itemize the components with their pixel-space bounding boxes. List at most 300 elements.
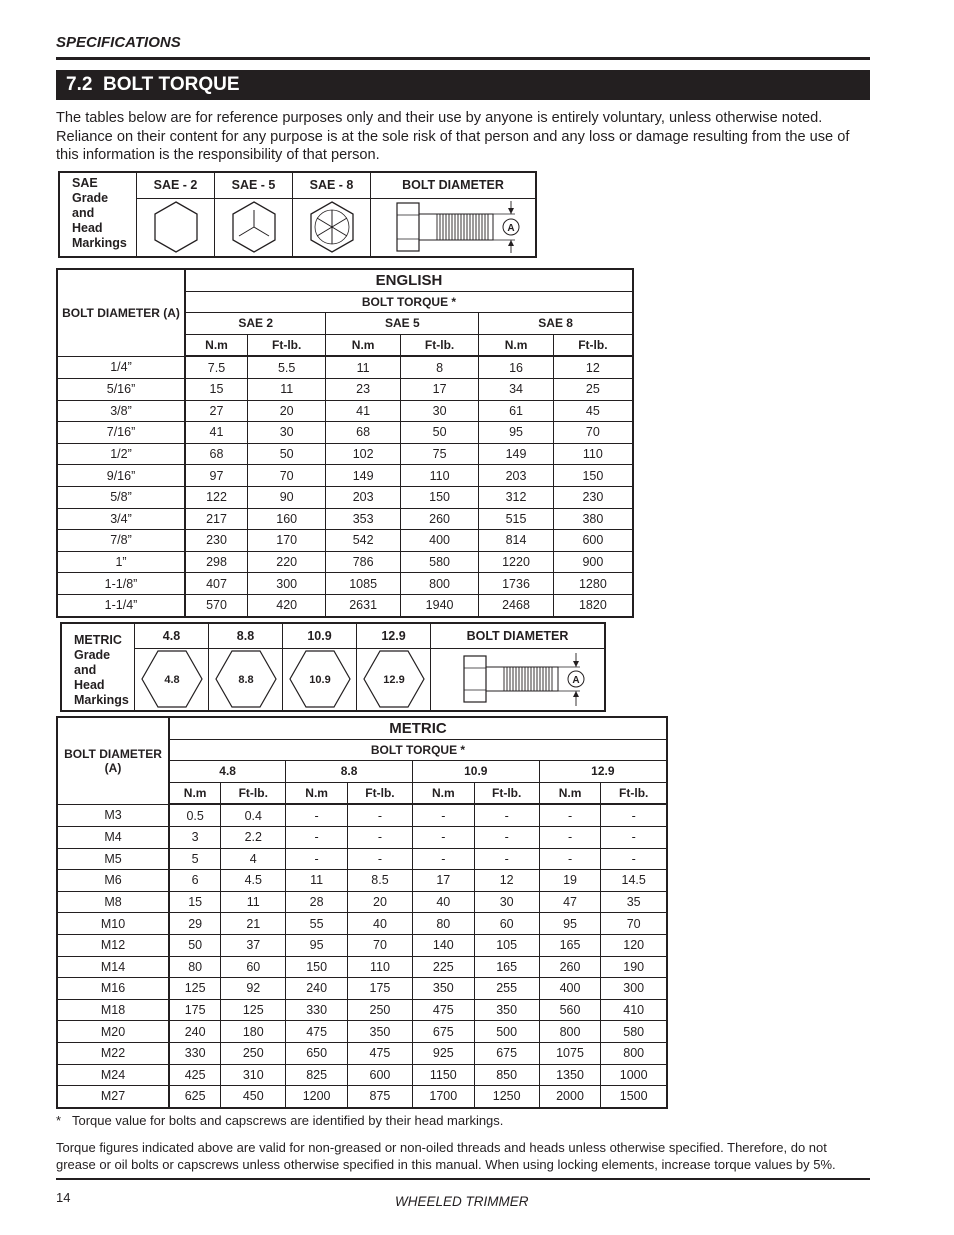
torque-value-cell: 8.5 bbox=[347, 870, 412, 892]
bolt-diameter-header: BOLT DIAMETER bbox=[431, 623, 606, 648]
table-row bbox=[57, 594, 633, 616]
torque-value-cell: 95 bbox=[286, 934, 348, 956]
torque-value-cell: 1220 bbox=[479, 551, 553, 573]
torque-value-cell: 110 bbox=[553, 443, 633, 465]
torque-value-cell: 122 bbox=[185, 486, 247, 508]
torque-value-cell: 11 bbox=[247, 378, 325, 400]
grade-header: SAE 8 bbox=[479, 313, 633, 335]
grade-mark: 4.8 bbox=[163, 674, 180, 687]
torque-value-cell: 410 bbox=[601, 999, 667, 1021]
torque-value-cell: 2631 bbox=[326, 594, 400, 616]
grade-10-9-head-icon bbox=[283, 648, 357, 711]
bolt-size-cell: 1” bbox=[57, 551, 185, 573]
bolt-diameter-col-header: BOLT DIAMETER (A) bbox=[57, 717, 169, 804]
torque-value-cell: 8 bbox=[400, 356, 478, 378]
torque-value-cell: 30 bbox=[474, 891, 539, 913]
intro-paragraph: The tables below are for reference purposes only and their use by anyone is entirely voluntary, unless otherwise noted. Reliance on their content for any purpose is at the sole risk of that person and any loss or damage resulting from the use of this information is the responsibility of that person. bbox=[56, 110, 850, 163]
torque-value-cell: 1280 bbox=[553, 573, 633, 595]
torque-value-cell: 70 bbox=[247, 465, 325, 487]
unit-header: N.m bbox=[412, 782, 474, 804]
torque-value-cell: 250 bbox=[221, 1042, 286, 1064]
torque-value-cell: 5.5 bbox=[247, 356, 325, 378]
torque-value-cell: 23 bbox=[326, 378, 400, 400]
torque-value-cell: 298 bbox=[185, 551, 247, 573]
torque-value-cell: 400 bbox=[400, 530, 478, 552]
header-rule bbox=[56, 57, 870, 60]
sae-markings-table bbox=[58, 171, 537, 258]
torque-value-cell: 4.5 bbox=[221, 870, 286, 892]
bolt-size-cell: 1-1/4” bbox=[57, 594, 185, 616]
label-line: Grade bbox=[74, 648, 111, 662]
torque-value-cell: 170 bbox=[247, 530, 325, 552]
metric-markings-table bbox=[60, 622, 606, 712]
torque-value-cell: 3 bbox=[169, 826, 221, 848]
torque-value-cell: 800 bbox=[539, 1021, 601, 1043]
bolt-diagram bbox=[431, 648, 606, 711]
torque-value-cell: 230 bbox=[553, 486, 633, 508]
torque-value-cell: 300 bbox=[601, 978, 667, 1000]
grade-mark: 8.8 bbox=[237, 674, 254, 687]
torque-value-cell: 570 bbox=[185, 594, 247, 616]
torque-value-cell: 900 bbox=[553, 551, 633, 573]
torque-value-cell: 165 bbox=[539, 934, 601, 956]
torque-value-cell: 350 bbox=[347, 1021, 412, 1043]
bolt-size-cell: M18 bbox=[57, 999, 169, 1021]
torque-value-cell: 580 bbox=[601, 1021, 667, 1043]
running-header: SPECIFICATIONS bbox=[56, 34, 181, 51]
torque-value-cell: 260 bbox=[539, 956, 601, 978]
torque-value-cell: - bbox=[286, 804, 348, 826]
torque-value-cell: 16 bbox=[479, 356, 553, 378]
label-line: Grade bbox=[72, 191, 109, 205]
torque-value-cell: 60 bbox=[474, 913, 539, 935]
torque-value-cell: 19 bbox=[539, 870, 601, 892]
torque-value-cell: 60 bbox=[221, 956, 286, 978]
torque-value-cell: 1700 bbox=[412, 1086, 474, 1108]
torque-value-cell: 70 bbox=[601, 913, 667, 935]
table-row bbox=[57, 400, 633, 422]
unit-header: Ft-lb. bbox=[601, 782, 667, 804]
torque-value-cell: 21 bbox=[221, 913, 286, 935]
unit-header: N.m bbox=[286, 782, 348, 804]
torque-value-cell: 420 bbox=[247, 594, 325, 616]
torque-value-cell: 225 bbox=[412, 956, 474, 978]
torque-value-cell: 0.4 bbox=[221, 804, 286, 826]
torque-value-cell: 542 bbox=[326, 530, 400, 552]
torque-value-cell: 40 bbox=[412, 891, 474, 913]
torque-value-cell: 600 bbox=[347, 1064, 412, 1086]
table-row bbox=[57, 1064, 667, 1086]
torque-value-cell: 11 bbox=[286, 870, 348, 892]
torque-value-cell: 11 bbox=[221, 891, 286, 913]
metric-torque-table bbox=[56, 716, 668, 1109]
torque-value-cell: 12 bbox=[553, 356, 633, 378]
torque-value-cell: 70 bbox=[553, 422, 633, 444]
torque-value-cell: 1075 bbox=[539, 1042, 601, 1064]
label-line: and bbox=[74, 663, 97, 677]
bolt-diagram bbox=[371, 198, 537, 257]
torque-value-cell: 55 bbox=[286, 913, 348, 935]
torque-value-cell: 353 bbox=[326, 508, 400, 530]
torque-value-cell: 45 bbox=[553, 400, 633, 422]
torque-value-cell: 165 bbox=[474, 956, 539, 978]
torque-value-cell: 6 bbox=[169, 870, 221, 892]
torque-value-cell: - bbox=[474, 848, 539, 870]
torque-value-cell: 800 bbox=[400, 573, 478, 595]
torque-value-cell: 400 bbox=[539, 978, 601, 1000]
torque-value-cell: 240 bbox=[169, 1021, 221, 1043]
torque-value-cell: - bbox=[286, 848, 348, 870]
footer-rule bbox=[56, 1178, 870, 1180]
torque-value-cell: 580 bbox=[400, 551, 478, 573]
grade-header: 8.8 bbox=[286, 761, 413, 783]
bolt-size-cell: 9/16” bbox=[57, 465, 185, 487]
torque-value-cell: 175 bbox=[347, 978, 412, 1000]
torque-value-cell: 160 bbox=[247, 508, 325, 530]
torque-value-cell: - bbox=[601, 804, 667, 826]
torque-value-cell: 95 bbox=[539, 913, 601, 935]
table-row bbox=[57, 573, 633, 595]
bolt-torque-header: BOLT TORQUE * bbox=[169, 739, 667, 761]
torque-value-cell: 1820 bbox=[553, 594, 633, 616]
label-line: METRIC bbox=[74, 633, 122, 647]
bolt-size-cell: M12 bbox=[57, 934, 169, 956]
torque-value-cell: 149 bbox=[326, 465, 400, 487]
torque-value-cell: 675 bbox=[412, 1021, 474, 1043]
torque-value-cell: 220 bbox=[247, 551, 325, 573]
grade-8-8-head-icon bbox=[209, 648, 283, 711]
torque-value-cell: 300 bbox=[247, 573, 325, 595]
table-row bbox=[57, 378, 633, 400]
english-torque-table bbox=[56, 268, 634, 618]
bolt-size-cell: M6 bbox=[57, 870, 169, 892]
bolt-size-cell: M24 bbox=[57, 1064, 169, 1086]
torque-value-cell: 150 bbox=[286, 956, 348, 978]
table-row bbox=[57, 891, 667, 913]
torque-value-cell: 2468 bbox=[479, 594, 553, 616]
torque-value-cell: 20 bbox=[247, 400, 325, 422]
torque-value-cell: 110 bbox=[400, 465, 478, 487]
torque-value-cell: 875 bbox=[347, 1086, 412, 1108]
torque-value-cell: 92 bbox=[221, 978, 286, 1000]
sae-markings-label bbox=[59, 172, 137, 257]
grade-4-8-head-icon bbox=[135, 648, 209, 711]
torque-value-cell: 217 bbox=[185, 508, 247, 530]
torque-value-cell: 90 bbox=[247, 486, 325, 508]
table-row bbox=[57, 870, 667, 892]
torque-value-cell: 260 bbox=[400, 508, 478, 530]
bolt-size-cell: M14 bbox=[57, 956, 169, 978]
torque-value-cell: 1940 bbox=[400, 594, 478, 616]
table-row bbox=[57, 530, 633, 552]
torque-value-cell: 175 bbox=[169, 999, 221, 1021]
bolt-size-cell: 1/2” bbox=[57, 443, 185, 465]
torque-value-cell: 1350 bbox=[539, 1064, 601, 1086]
torque-value-cell: 5 bbox=[169, 848, 221, 870]
torque-value-cell: - bbox=[347, 848, 412, 870]
grade-sae8: SAE - 8 bbox=[293, 172, 371, 198]
torque-value-cell: 240 bbox=[286, 978, 348, 1000]
torque-value-cell: 475 bbox=[347, 1042, 412, 1064]
torque-value-cell: 50 bbox=[247, 443, 325, 465]
torque-value-cell: 37 bbox=[221, 934, 286, 956]
unit-header: Ft-lb. bbox=[400, 334, 478, 356]
torque-value-cell: 20 bbox=[347, 891, 412, 913]
unit-header: Ft-lb. bbox=[553, 334, 633, 356]
bolt-size-cell: M5 bbox=[57, 848, 169, 870]
metric-title: METRIC bbox=[169, 717, 667, 739]
torque-value-cell: 650 bbox=[286, 1042, 348, 1064]
table-row bbox=[57, 1042, 667, 1064]
torque-value-cell: - bbox=[412, 826, 474, 848]
unit-header: N.m bbox=[479, 334, 553, 356]
grade-4-8: 4.8 bbox=[135, 623, 209, 648]
bolt-size-cell: 5/16” bbox=[57, 378, 185, 400]
label-line: SAE bbox=[72, 176, 98, 190]
torque-value-cell: 27 bbox=[185, 400, 247, 422]
label-line: and bbox=[72, 206, 95, 220]
grade-sae2: SAE - 2 bbox=[137, 172, 215, 198]
bolt-size-cell: 5/8” bbox=[57, 486, 185, 508]
torque-value-cell: 150 bbox=[400, 486, 478, 508]
torque-value-cell: 625 bbox=[169, 1086, 221, 1108]
torque-value-cell: 68 bbox=[185, 443, 247, 465]
unit-header: N.m bbox=[185, 334, 247, 356]
sae2-head-icon bbox=[137, 198, 215, 257]
bolt-size-cell: 7/16” bbox=[57, 422, 185, 444]
table-row bbox=[57, 1021, 667, 1043]
torque-value-cell: 35 bbox=[601, 891, 667, 913]
unit-header: N.m bbox=[539, 782, 601, 804]
torque-value-cell: 47 bbox=[539, 891, 601, 913]
torque-value-cell: 102 bbox=[326, 443, 400, 465]
torque-value-cell: 2000 bbox=[539, 1086, 601, 1108]
section-title: 7.2 BOLT TORQUE bbox=[66, 74, 240, 95]
torque-value-cell: 515 bbox=[479, 508, 553, 530]
torque-value-cell: 68 bbox=[326, 422, 400, 444]
torque-value-cell: - bbox=[412, 804, 474, 826]
torque-value-cell: 250 bbox=[347, 999, 412, 1021]
label-line: Head bbox=[72, 221, 103, 235]
table-row bbox=[57, 848, 667, 870]
torque-value-cell: 560 bbox=[539, 999, 601, 1021]
torque-value-cell: 105 bbox=[474, 934, 539, 956]
torque-value-cell: 7.5 bbox=[185, 356, 247, 378]
torque-value-cell: - bbox=[474, 826, 539, 848]
sae8-head-icon bbox=[293, 198, 371, 257]
torque-value-cell: 50 bbox=[400, 422, 478, 444]
table-row bbox=[57, 804, 667, 826]
bolt-size-cell: 3/4” bbox=[57, 508, 185, 530]
unit-header: Ft-lb. bbox=[221, 782, 286, 804]
torque-value-cell: 95 bbox=[479, 422, 553, 444]
grade-mark: 10.9 bbox=[308, 674, 331, 687]
bolt-size-cell: 1/4” bbox=[57, 356, 185, 378]
bolt-size-cell: M8 bbox=[57, 891, 169, 913]
footnote-text: Torque value for bolts and capscrews are identified by their head markings. bbox=[72, 1113, 504, 1128]
torque-value-cell: 30 bbox=[247, 422, 325, 444]
bolt-diameter-header: BOLT DIAMETER bbox=[371, 172, 537, 198]
torque-value-cell: 475 bbox=[286, 1021, 348, 1043]
torque-value-cell: 11 bbox=[326, 356, 400, 378]
torque-value-cell: 180 bbox=[221, 1021, 286, 1043]
torque-value-cell: 425 bbox=[169, 1064, 221, 1086]
torque-value-cell: 17 bbox=[400, 378, 478, 400]
grade-header: 12.9 bbox=[539, 761, 667, 783]
sae5-head-icon bbox=[215, 198, 293, 257]
dimension-label: A bbox=[507, 223, 515, 235]
document-title: WHEELED TRIMMER bbox=[395, 1194, 529, 1209]
torque-value-cell: 15 bbox=[169, 891, 221, 913]
torque-value-cell: 1150 bbox=[412, 1064, 474, 1086]
unit-header: N.m bbox=[169, 782, 221, 804]
torque-value-cell: 1085 bbox=[326, 573, 400, 595]
torque-value-cell: 925 bbox=[412, 1042, 474, 1064]
unit-header: Ft-lb. bbox=[247, 334, 325, 356]
torque-value-cell: 1500 bbox=[601, 1086, 667, 1108]
bolt-size-cell: M20 bbox=[57, 1021, 169, 1043]
torque-value-cell: 600 bbox=[553, 530, 633, 552]
torque-value-cell: - bbox=[601, 848, 667, 870]
bolt-torque-header: BOLT TORQUE * bbox=[185, 291, 633, 313]
page-number: 14 bbox=[56, 1190, 71, 1205]
torque-value-cell: 80 bbox=[169, 956, 221, 978]
torque-value-cell: 34 bbox=[479, 378, 553, 400]
torque-value-cell: 1200 bbox=[286, 1086, 348, 1108]
label-line: Markings bbox=[74, 693, 129, 707]
table-row bbox=[57, 508, 633, 530]
torque-value-cell: - bbox=[601, 826, 667, 848]
footnote bbox=[56, 1113, 503, 1128]
metric-table-body bbox=[57, 804, 667, 1107]
bolt-size-cell: M3 bbox=[57, 804, 169, 826]
torque-value-cell: 30 bbox=[400, 400, 478, 422]
torque-value-cell: 110 bbox=[347, 956, 412, 978]
torque-value-cell: 203 bbox=[479, 465, 553, 487]
section-title-bar bbox=[56, 70, 870, 100]
grade-header: SAE 5 bbox=[326, 313, 479, 335]
torque-value-cell: - bbox=[286, 826, 348, 848]
torque-value-cell: 230 bbox=[185, 530, 247, 552]
torque-value-cell: - bbox=[347, 826, 412, 848]
torque-value-cell: 407 bbox=[185, 573, 247, 595]
torque-value-cell: 40 bbox=[347, 913, 412, 935]
table-row bbox=[57, 486, 633, 508]
metric-markings-label bbox=[61, 623, 135, 711]
torque-value-cell: 800 bbox=[601, 1042, 667, 1064]
bolt-size-cell: M27 bbox=[57, 1086, 169, 1108]
table-row bbox=[57, 913, 667, 935]
torque-value-cell: 4 bbox=[221, 848, 286, 870]
english-title: ENGLISH bbox=[185, 269, 633, 291]
torque-value-cell: 25 bbox=[553, 378, 633, 400]
torque-value-cell: 1250 bbox=[474, 1086, 539, 1108]
torque-value-cell: 28 bbox=[286, 891, 348, 913]
torque-value-cell: 50 bbox=[169, 934, 221, 956]
label-line: Markings bbox=[72, 236, 127, 250]
torque-value-cell: 70 bbox=[347, 934, 412, 956]
torque-value-cell: 125 bbox=[221, 999, 286, 1021]
torque-value-cell: - bbox=[539, 804, 601, 826]
table-row bbox=[57, 422, 633, 444]
table-row bbox=[57, 551, 633, 573]
torque-value-cell: 41 bbox=[185, 422, 247, 444]
table-row bbox=[57, 826, 667, 848]
bolt-size-cell: M10 bbox=[57, 913, 169, 935]
bolt-size-cell: M16 bbox=[57, 978, 169, 1000]
bolt-size-cell: 3/8” bbox=[57, 400, 185, 422]
bolt-size-cell: M22 bbox=[57, 1042, 169, 1064]
torque-value-cell: - bbox=[539, 826, 601, 848]
torque-value-cell: 15 bbox=[185, 378, 247, 400]
torque-value-cell: 850 bbox=[474, 1064, 539, 1086]
grade-12-9-head-icon bbox=[357, 648, 431, 711]
torque-value-cell: 190 bbox=[601, 956, 667, 978]
torque-value-cell: 80 bbox=[412, 913, 474, 935]
footnote-marker: * bbox=[56, 1113, 62, 1128]
torque-value-cell: 140 bbox=[412, 934, 474, 956]
torque-value-cell: 14.5 bbox=[601, 870, 667, 892]
torque-value-cell: 125 bbox=[169, 978, 221, 1000]
torque-value-cell: 500 bbox=[474, 1021, 539, 1043]
torque-value-cell: 17 bbox=[412, 870, 474, 892]
grade-12-9: 12.9 bbox=[357, 623, 431, 648]
bolt-size-cell: 7/8” bbox=[57, 530, 185, 552]
torque-value-cell: 41 bbox=[326, 400, 400, 422]
bolt-size-cell: 1-1/8” bbox=[57, 573, 185, 595]
torque-value-cell: 350 bbox=[474, 999, 539, 1021]
torque-value-cell: 255 bbox=[474, 978, 539, 1000]
grade-header: 10.9 bbox=[412, 761, 539, 783]
unit-header: Ft-lb. bbox=[474, 782, 539, 804]
grade-10-9: 10.9 bbox=[283, 623, 357, 648]
torque-value-cell: 814 bbox=[479, 530, 553, 552]
torque-value-cell: 330 bbox=[169, 1042, 221, 1064]
torque-value-cell: 310 bbox=[221, 1064, 286, 1086]
table-row bbox=[57, 999, 667, 1021]
torque-value-cell: - bbox=[474, 804, 539, 826]
label-line: Head bbox=[74, 678, 105, 692]
unit-header: Ft-lb. bbox=[347, 782, 412, 804]
torque-value-cell: 786 bbox=[326, 551, 400, 573]
bolt-size-cell: M4 bbox=[57, 826, 169, 848]
grade-header: 4.8 bbox=[169, 761, 286, 783]
torque-value-cell: 475 bbox=[412, 999, 474, 1021]
grade-8-8: 8.8 bbox=[209, 623, 283, 648]
table-row bbox=[57, 443, 633, 465]
torque-value-cell: 675 bbox=[474, 1042, 539, 1064]
torque-value-cell: 1736 bbox=[479, 573, 553, 595]
table-row bbox=[57, 956, 667, 978]
table-row bbox=[57, 1086, 667, 1108]
dimension-label: A bbox=[571, 675, 580, 687]
torque-value-cell: 2.2 bbox=[221, 826, 286, 848]
table-row bbox=[57, 356, 633, 378]
torque-value-cell: 312 bbox=[479, 486, 553, 508]
torque-value-cell: 61 bbox=[479, 400, 553, 422]
torque-value-cell: - bbox=[412, 848, 474, 870]
english-table-body bbox=[57, 356, 633, 616]
grade-mark: 12.9 bbox=[382, 674, 405, 687]
torque-value-cell: 120 bbox=[601, 934, 667, 956]
torque-value-cell: 450 bbox=[221, 1086, 286, 1108]
torque-value-cell: 330 bbox=[286, 999, 348, 1021]
torque-value-cell: 380 bbox=[553, 508, 633, 530]
grade-sae5: SAE - 5 bbox=[215, 172, 293, 198]
torque-note: Torque figures indicated above are valid for non-greased or non-oiled threads and heads unless otherwise specified. Therefore, do not grease or oil bolts or capscrews unless otherwise specified in this manual. When using locking elements, increase torque values by 5%. bbox=[56, 1140, 836, 1172]
torque-value-cell: 825 bbox=[286, 1064, 348, 1086]
table-row bbox=[57, 978, 667, 1000]
